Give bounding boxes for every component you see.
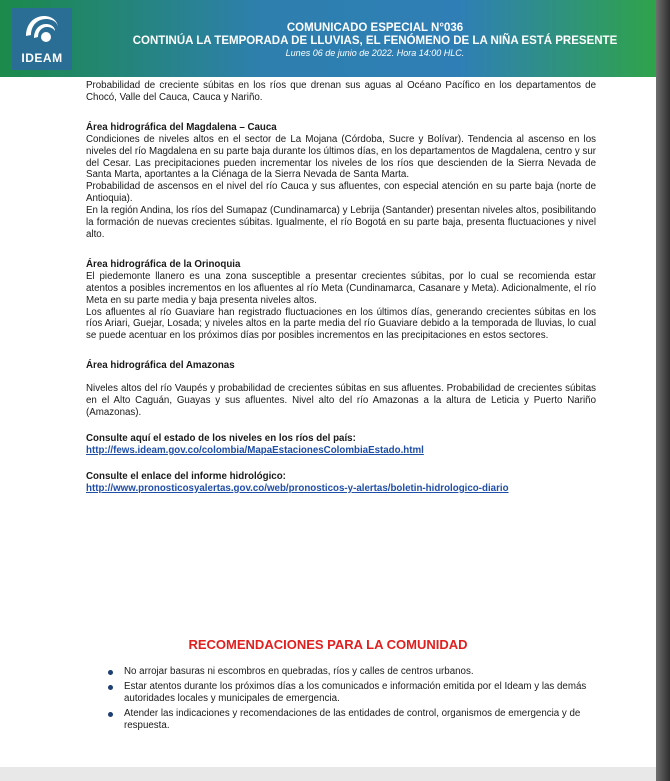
bullet-icon — [108, 670, 113, 675]
viewer-edge-shadow — [656, 0, 670, 781]
magdalena-paragraph-3: En la región Andina, los ríos del Sumapaz (Cundinamarca) y Lebrija (Santander) presentan niveles altos, posibilitando la formación de nuevas crecientes súbitas. Igualmente, el río Bogotá en su parte baja, presenta fluctuaciones y nivel alto. — [86, 205, 596, 240]
recommendation-text: No arrojar basuras ni escombros en quebradas, ríos y calles de centros urbanos. — [124, 666, 474, 677]
recommendation-text: Atender las indicaciones y recomendaciones de las entidades de control, organismos de emergencia y de respuesta. — [124, 708, 581, 731]
bullet-icon — [108, 712, 113, 717]
communique-title: CONTINÚA LA TEMPORADA DE LLUVIAS, EL FENÓMENO DE LA NIÑA ESTÁ PRESENTE — [132, 35, 618, 47]
logo-text: IDEAM — [21, 51, 63, 65]
section-title-amazonas: Área hidrográfica del Amazonas — [86, 360, 235, 372]
document-body — [86, 80, 596, 494]
list-item — [108, 666, 596, 678]
ideam-logo — [12, 8, 72, 70]
consult-levels-title: Consulte aquí el estado de los niveles en los ríos del país: — [86, 432, 356, 444]
header-banner — [0, 0, 656, 77]
orinoquia-paragraph-2: Los afluentes al río Guaviare han registrado fluctuaciones en los últimos días, generando crecientes súbitas en los ríos Ariari, Guejar, Losada; y niveles altos en la parte media del río Guaviare debido a la temporada de lluvias, lo cual se puede acentuar en los próximos días por posibles incrementos en las precipitaciones en estos sectores. — [86, 306, 596, 342]
orinoquia-paragraph-1: El piedemonte llanero es una zona susceptible a presentar crecientes súbitas, por lo cual se recomienda estar atentos a posibles incrementos en los afluentes al río Meta (Cundinamarca, Casanare y Meta). Adicionalmente, el río Meta en su parte media y baja presenta niveles altos. — [86, 270, 596, 306]
list-item — [108, 708, 596, 732]
hydrology-report-link[interactable]: http://www.pronosticosyalertas.gov.co/web/pronosticos-y-alertas/boletin-hidrologico-diario — [86, 482, 509, 494]
section-title-orinoquia: Área hidrográfica de la Orinoquia — [86, 258, 241, 270]
recommendations-list — [108, 666, 596, 735]
recommendation-text: Estar atentos durante los próximos días a los comunicados e información emitida por el Ideam y las demás autoridades locales y municipales de emergencia. — [124, 681, 587, 704]
ideam-logo-icon — [22, 12, 62, 52]
section-title-magdalena: Área hidrográfica del Magdalena – Cauca — [86, 121, 277, 133]
consult-report-title: Consulte el enlace del informe hidrológico: — [86, 470, 286, 482]
intro-paragraph: Probabilidad de creciente súbitas en los ríos que drenan sus aguas al Océano Pacífico en los departamentos de Chocó, Valle del Cauca, Cauca y Nariño. — [86, 80, 596, 103]
magdalena-paragraph-2: Probabilidad de ascensos en el nivel del río Cauca y sus afluentes, con especial atención en su parte baja (norte de Antioquia). — [86, 181, 596, 205]
spacer — [86, 372, 596, 383]
communique-date: Lunes 06 de junio de 2022. Hora 14:00 HLC. — [285, 48, 465, 58]
bullet-icon — [108, 685, 113, 690]
communique-number: COMUNICADO ESPECIAL N°036 — [286, 22, 464, 34]
header-titles — [95, 22, 655, 59]
levels-link[interactable]: http://fews.ideam.gov.co/colombia/MapaEstacionesColombiaEstado.html — [86, 444, 424, 456]
recommendations-title: RECOMENDACIONES PARA LA COMUNIDAD — [188, 637, 468, 652]
magdalena-paragraph-1: Condiciones de niveles altos en el sector de La Mojana (Córdoba, Sucre y Bolívar). Tendencia al ascenso en los niveles del río Magdalena en su parte baja durante los últimos días, en los departamentos de Magdalena, centro y sur del Cesar. Las precipitaciones pueden incrementar los niveles de los ríos que descienden de la Sierra Nevada de Santa Marta, aportantes a la Ciénaga de la Sierra Nevada de Santa Marta. — [86, 133, 596, 181]
list-item — [108, 681, 596, 705]
amazonas-paragraph-1: Niveles altos del río Vaupés y probabilidad de crecientes súbitas en sus afluentes. Probabilidad de crecientes súbitas en el Alto Caguán, Guayas y sus afluentes. Nivel alto del río Amazonas a la altura de Leticia y Puerto Nariño (Amazonas). — [86, 383, 596, 418]
